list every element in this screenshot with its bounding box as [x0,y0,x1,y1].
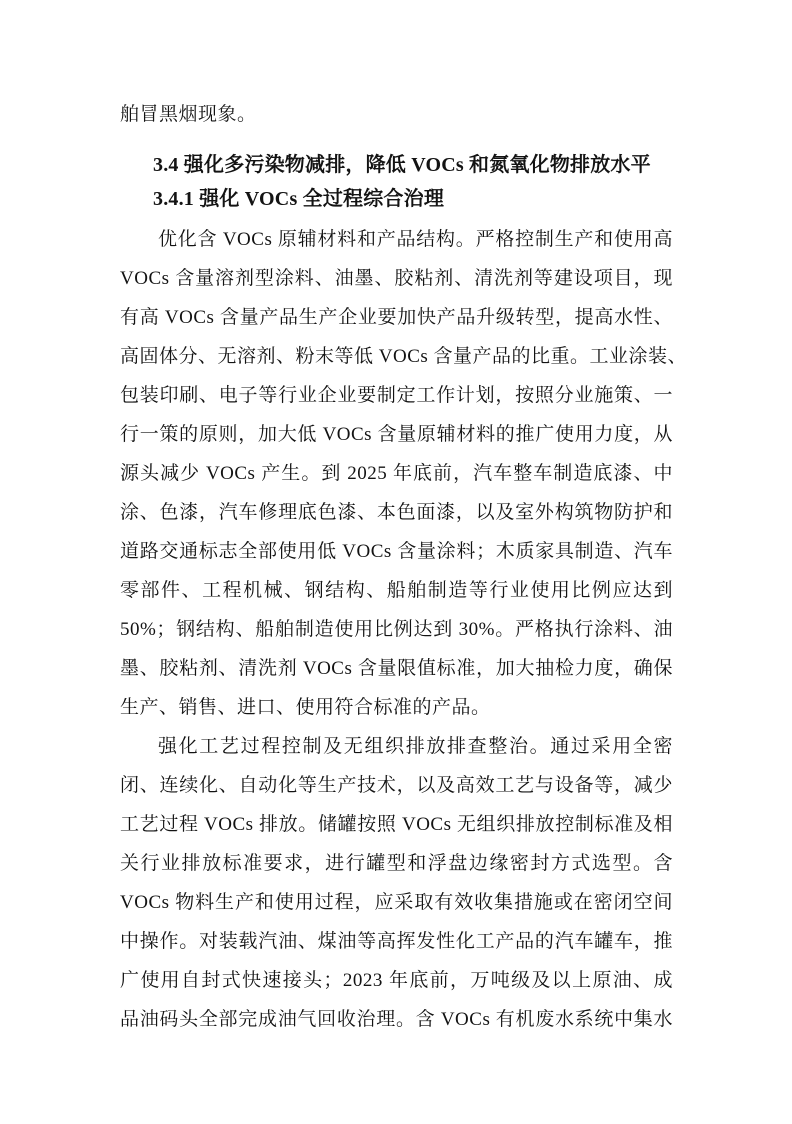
text-line: 品油码头全部完成油气回收治理。含 VOCs 有机废水系统中集水 [120,1009,673,1030]
text-line: 包装印刷、电子等行业企业要制定工作计划，按照分业施策、一 [120,385,673,406]
continuation-paragraph-line: 舶冒黑烟现象。 [120,104,257,125]
text-line: 优化含 VOCs 原辅材料和产品结构。严格控制生产和使用高 [158,229,673,250]
text-line: 行一策的原则，加大低 VOCs 含量原辅材料的推广使用力度，从 [120,424,673,445]
text-line: 50%；钢结构、船舶制造使用比例达到 30%。严格执行涂料、油 [120,619,673,640]
text-line: 有高 VOCs 含量产品生产企业要加快产品升级转型，提高水性、 [120,307,673,328]
text-line: 零部件、工程机械、钢结构、船舶制造等行业使用比例应达到 [120,580,673,601]
body-paragraph-1 [120,220,688,727]
text-line: 闭、连续化、自动化等生产技术，以及高效工艺与设备等，减少 [120,775,673,796]
text-line: 生产、销售、进口、使用符合标准的产品。 [120,697,491,718]
text-line: VOCs 含量溶剂型涂料、油墨、胶粘剂、清洗剂等建设项目，现 [120,268,673,289]
text-line: 广使用自封式快速接头；2023 年底前，万吨级及以上原油、成 [120,970,673,991]
subsection-heading-3-4-1: 3.4.1 强化 VOCs 全过程综合治理 [153,188,445,210]
text-line: 关行业排放标准要求，进行罐型和浮盘边缘密封方式选型。含 [120,853,673,874]
text-line: 高固体分、无溶剂、粉末等低 VOCs 含量产品的比重。工业涂装、 [120,346,688,367]
text-line: 源头减少 VOCs 产生。到 2025 年底前，汽车整车制造底漆、中 [120,463,673,484]
body-paragraph-2 [120,727,673,1039]
text-line: 强化工艺过程控制及无组织排放排查整治。通过采用全密 [158,736,673,757]
text-line: 工艺过程 VOCs 排放。储罐按照 VOCs 无组织排放控制标准及相 [120,814,673,835]
text-line: 中操作。对装载汽油、煤油等高挥发性化工产品的汽车罐车，推 [120,931,673,952]
section-heading-3-4: 3.4 强化多污染物减排，降低 VOCs 和氮氧化物排放水平 [153,154,651,176]
text-line: VOCs 物料生产和使用过程，应采取有效收集措施或在密闭空间 [120,892,673,913]
text-line: 道路交通标志全部使用低 VOCs 含量涂料；木质家具制造、汽车 [120,541,673,562]
text-line: 墨、胶粘剂、清洗剂 VOCs 含量限值标准，加大抽检力度，确保 [120,658,673,679]
text-line: 涂、色漆，汽车修理底色漆、本色面漆，以及室外构筑物防护和 [120,502,673,523]
